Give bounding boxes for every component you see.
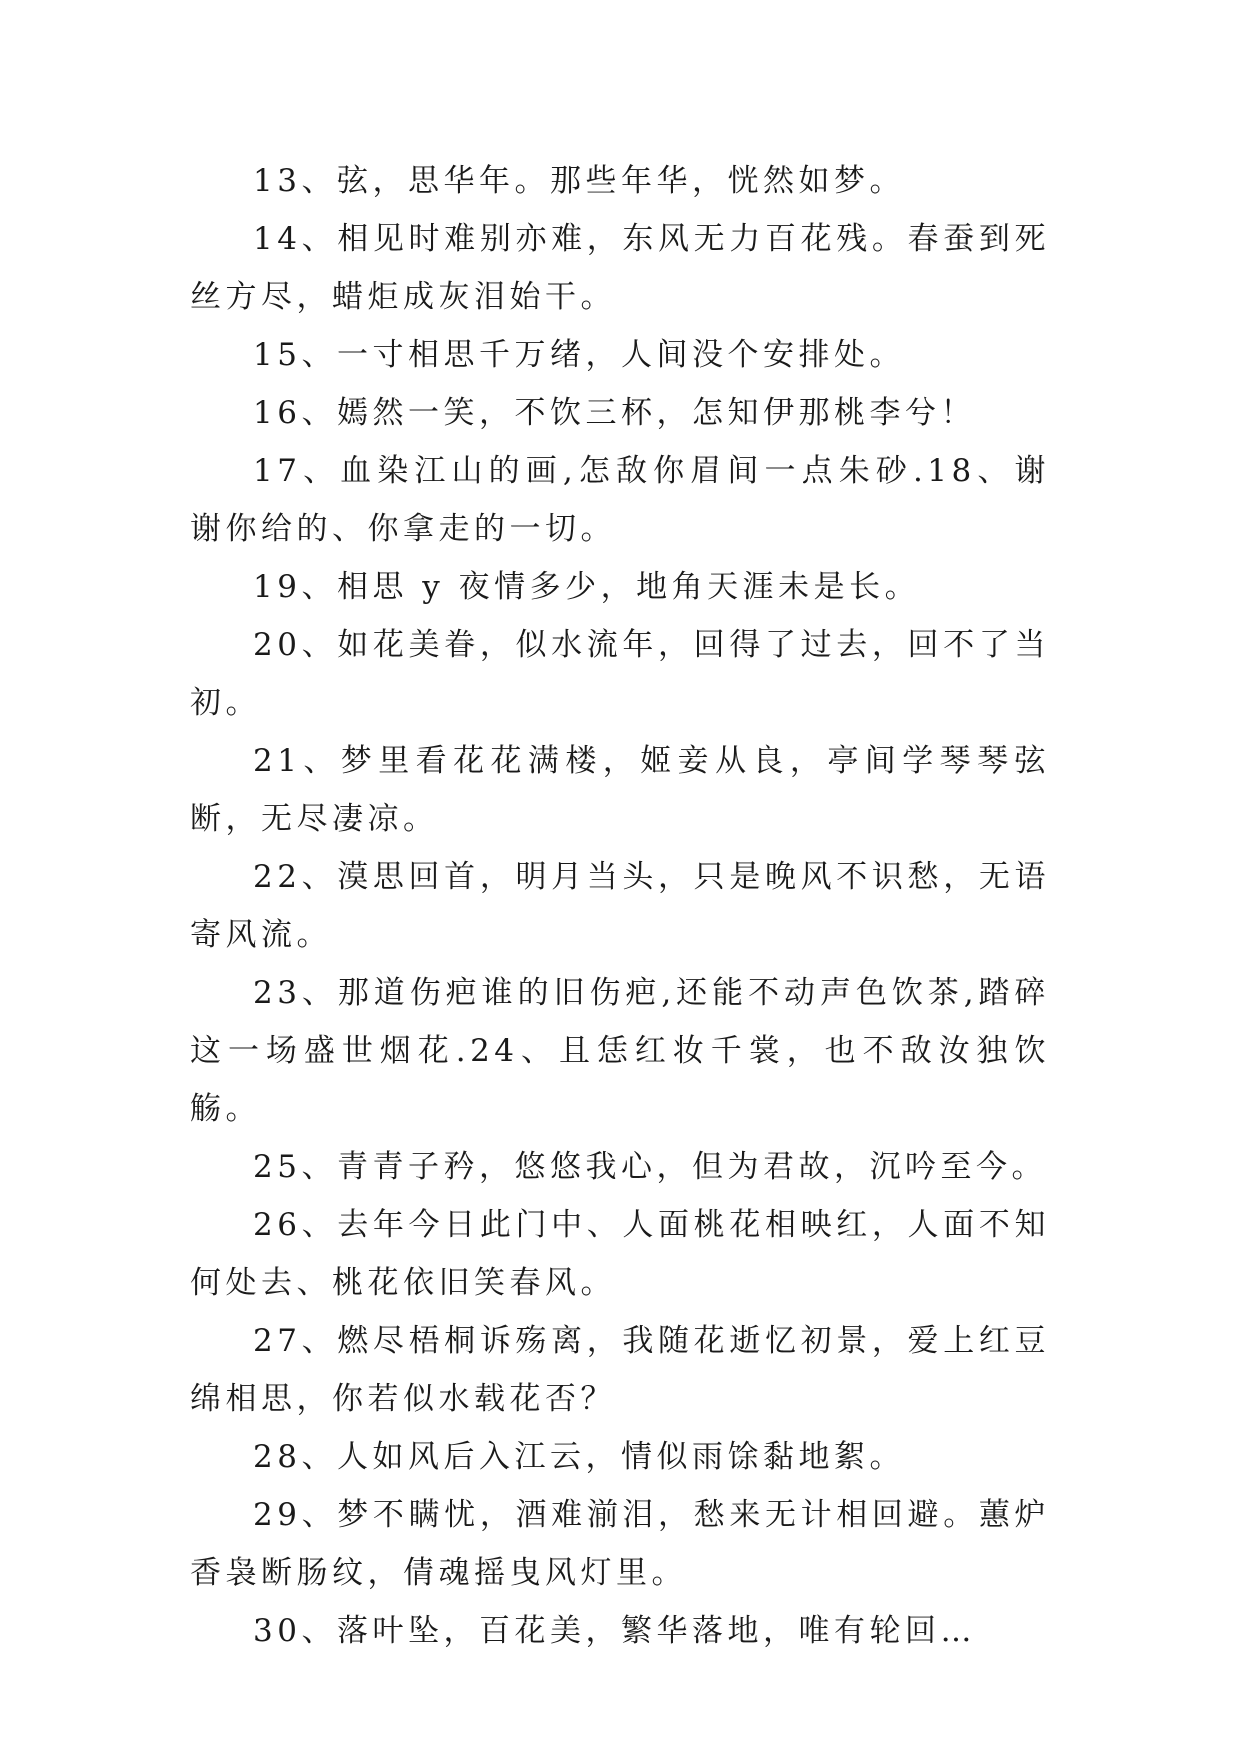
paragraph-21: 21、梦里看花花满楼，姬妾从良，亭间学琴琴弦断，无尽凄凉。	[190, 743, 1050, 837]
paragraph-14: 14、相见时难别亦难，东风无力百花残。春蚕到死丝方尽，蜡炬成灰泪始干。	[190, 221, 1050, 315]
paragraph-23: 23、那道伤疤谁的旧伤疤,还能不动声色饮茶,踏碎这一场盛世烟花.24、且恁红妆千裳，也不敌汝独饮觞。	[190, 975, 1050, 1127]
paragraph-15: 15、一寸相思千万绪，人间没个安排处。	[253, 337, 905, 373]
paragraph-26: 26、去年今日此门中、人面桃花相映红，人面不知何处去、桃花依旧笑春风。	[190, 1207, 1050, 1301]
paragraph-30: 30、落叶坠，百花美，繁华落地，唯有轮回…	[253, 1613, 976, 1649]
paragraph-19: 19、相思 y 夜情多少，地角天涯未是长。	[253, 569, 921, 605]
paragraph-22: 22、漠思回首，明月当头，只是晚风不识愁，无语寄风流。	[190, 859, 1050, 953]
paragraph-20: 20、如花美眷，似水流年，回得了过去，回不了当初。	[190, 627, 1050, 721]
paragraph-29: 29、梦不瞒忧，酒难湔泪，愁来无计相回避。蕙炉香袅断肠纹，倩魂摇曳风灯里。	[190, 1497, 1050, 1591]
paragraph-17: 17、血染江山的画,怎敌你眉间一点朱砂.18、谢谢你给的、你拿走的一切。	[190, 453, 1050, 547]
paragraph-25: 25、青青子矜，悠悠我心，但为君故，沉吟至今。	[253, 1149, 1047, 1185]
paragraph-16: 16、嫣然一笑，不饮三杯，怎知伊那桃李兮！	[253, 395, 976, 431]
paragraph-28: 28、人如风后入江云，情似雨馀黏地絮。	[253, 1439, 905, 1475]
paragraph-13: 13、弦，思华年。那些年华，恍然如梦。	[253, 163, 905, 199]
document-body	[190, 152, 1050, 1660]
paragraph-27: 27、燃尽梧桐诉殇离，我随花逝忆初景，爱上红豆绵相思，你若似水载花否？	[190, 1323, 1050, 1417]
